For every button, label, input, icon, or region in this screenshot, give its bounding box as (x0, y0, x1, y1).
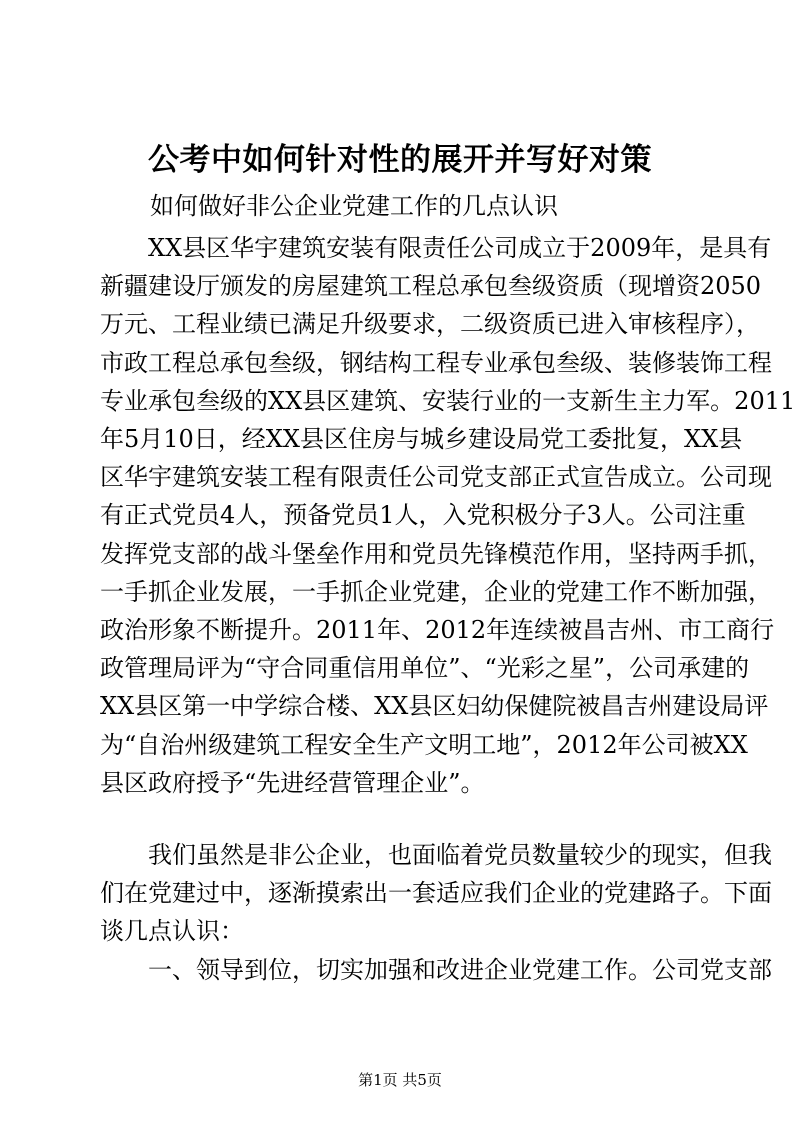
document-title: 公考中如何针对性的展开并写好对策 (148, 142, 652, 178)
paragraph-line: 区华宇建筑安装工程有限责任公司党支部正式宣告成立。公司现 (100, 463, 772, 492)
paragraph-line: 政治形象不断提升。2011年、2012年连续被昌吉州、市工商行 (100, 616, 775, 645)
paragraph-line: 谈几点认识： (100, 917, 244, 946)
paragraph-line: 万元、工程业绩已满足升级要求，二级资质已进入审核程序）， (100, 310, 760, 339)
paragraph-line: 我们虽然是非公企业，也面临着党员数量较少的现实，但我 (148, 841, 772, 869)
paragraph-line: 们在党建过中，逐渐摸索出一套适应我们企业的党建路子。下面 (100, 879, 772, 908)
paragraph-line: 政管理局评为“守合同重信用单位”、“光彩之星”，公司承建的 (100, 654, 750, 683)
paragraph-line: XX县区第一中学综合楼、XX县区妇幼保健院被昌吉州建设局评 (100, 692, 769, 721)
paragraph-line: 专业承包叁级的XX县区建筑、安装行业的一支新生主力军。2011 (100, 386, 796, 415)
paragraph-company-intro (100, 229, 796, 802)
paragraph-line: 有正式党员4人，预备党员1人，入党积极分子3人。公司注重 (100, 501, 746, 530)
paragraph-line: 市政工程总承包叁级，钢结构工程专业承包叁级、装修装饰工程 (100, 348, 772, 377)
paragraph-party-building (100, 836, 772, 951)
paragraph-line: 新疆建设厅颁发的房屋建筑工程总承包叁级资质（现增资2050 (100, 272, 762, 301)
paragraph-section-one (100, 951, 772, 989)
paragraph-line: XX县区华宇建筑安装有限责任公司成立于2009年，是具有 (148, 234, 772, 262)
page-number-footer: 第1页 共5页 (358, 1071, 442, 1089)
paragraph-line: 发挥党支部的战斗堡垒作用和党员先锋模范作用，坚持两手抓， (100, 539, 772, 568)
paragraph-line: 为“自治州级建筑工程安全生产文明工地”，2012年公司被XX (100, 730, 748, 759)
paragraph-line: 一手抓企业发展，一手抓企业党建，企业的党建工作不断加强， (100, 577, 772, 606)
paragraph-line: 年5月10日，经XX县区住房与城乡建设局党工委批复，XX县 (100, 425, 743, 454)
document-subtitle: 如何做好非公企业党建工作的几点认识 (150, 192, 558, 220)
paragraph-line: 县区政府授予“先进经营管理企业”。 (100, 768, 485, 797)
paragraph-line: 一、领导到位，切实加强和改进企业党建工作。公司党支部 (148, 956, 772, 984)
